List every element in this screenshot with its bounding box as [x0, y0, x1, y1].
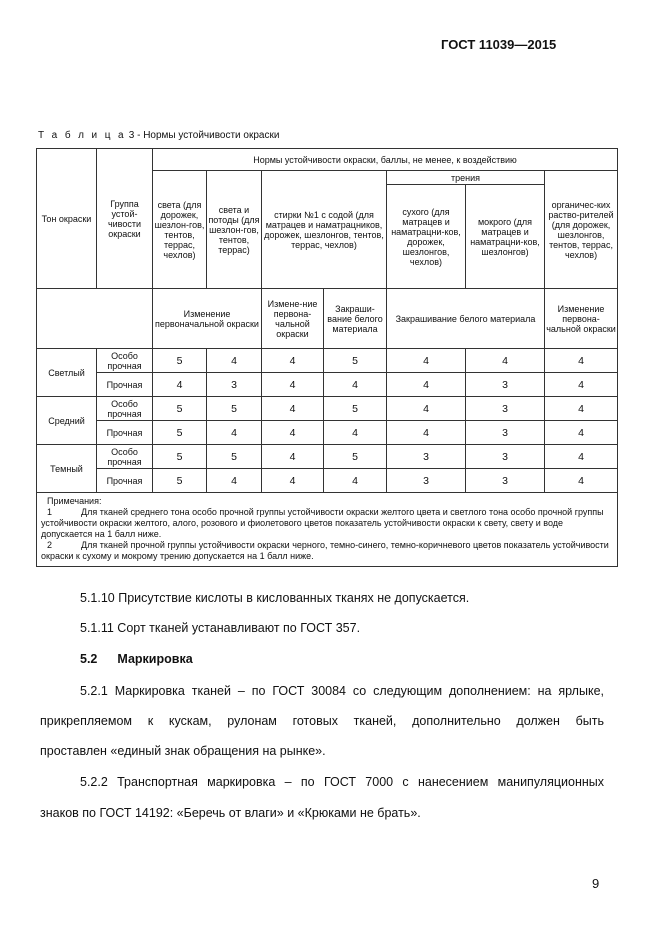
value-cell: 4 — [387, 421, 466, 445]
paragraph-5-2-2-line: знаков по ГОСТ 14192: «Беречь от влаги» и «Крюками не брать». — [40, 806, 421, 820]
section-heading — [80, 652, 193, 666]
value-cell: 4 — [545, 373, 618, 397]
header-light-sweat: света и потоды (для шезлон-гов, тентов, террас) — [207, 171, 262, 289]
value-cell: 3 — [466, 397, 545, 421]
header-norms-title: Нормы устойчивости окраски, баллы, не менее, к воздействию — [153, 149, 618, 171]
value-cell: 4 — [387, 397, 466, 421]
tone-cell: Темный — [37, 445, 97, 493]
note-number: 2 — [47, 540, 53, 550]
table-caption-title: 3 - Нормы устойчивости окраски — [128, 130, 280, 141]
paragraph-5-2-2-line: 5.2.2 Транспортная маркировка – по ГОСТ 7000 с нанесением манипуляционных — [80, 775, 604, 789]
value-cell: 5 — [153, 445, 207, 469]
value-cell: 3 — [466, 469, 545, 493]
note-item — [41, 540, 613, 562]
group-cell: Прочная — [97, 373, 153, 397]
value-cell: 4 — [207, 469, 262, 493]
header-sub-change-3: Изменение первона-чальной окраски — [545, 289, 618, 349]
value-cell: 4 — [545, 397, 618, 421]
header-light: света (для дорожек, шезлон-гов, тентов, террас, чехлов) — [153, 171, 207, 289]
value-cell: 4 — [153, 373, 207, 397]
value-cell: 4 — [262, 373, 324, 397]
group-cell: Прочная — [97, 421, 153, 445]
value-cell: 5 — [153, 469, 207, 493]
tone-cell: Светлый — [37, 349, 97, 397]
section-number: 5.2 — [80, 652, 98, 666]
value-cell: 5 — [207, 445, 262, 469]
value-cell: 5 — [324, 445, 387, 469]
note-number: 1 — [47, 507, 53, 517]
value-cell: 3 — [387, 469, 466, 493]
header-tone: Тон окраски — [37, 149, 97, 289]
paragraph-5-1-10: 5.1.10 Присутствие кислоты в кислованных тканях не допускается. — [80, 591, 470, 605]
table-row — [37, 349, 618, 373]
note-text: Для тканей среднего тона особо прочной группы устойчивости окраски желтого цвета и светлого тона особо прочной группы устойчивости окраски желтого, алого, розового и фиолетового цветов показатель устойчивости окраски к свету, свету и воде допускается на 1 балл ниже. — [41, 507, 604, 539]
value-cell: 5 — [207, 397, 262, 421]
value-cell: 4 — [324, 469, 387, 493]
table-row — [37, 421, 618, 445]
value-cell: 4 — [324, 421, 387, 445]
value-cell: 5 — [153, 349, 207, 373]
value-cell: 3 — [466, 421, 545, 445]
value-cell: 4 — [262, 445, 324, 469]
value-cell: 4 — [262, 349, 324, 373]
table-row — [37, 397, 618, 421]
table-row — [37, 469, 618, 493]
table-caption-prefix: Т а б л и ц а — [38, 130, 126, 141]
value-cell: 4 — [545, 469, 618, 493]
header-spacer — [37, 289, 153, 349]
note-item — [41, 507, 613, 540]
header-solvents: органичес-ких раство-рителей (для дорожек, шезлонгов, тентов, террас, чехлов) — [545, 171, 618, 289]
header-rub-dry: сухого (для матрацев и наматрацни-ков, дорожек, шезлонгов, чехлов) — [387, 185, 466, 289]
value-cell: 4 — [207, 349, 262, 373]
value-cell: 4 — [324, 373, 387, 397]
header-sub-change-1: Изменение первоначальной окраски — [153, 289, 262, 349]
header-sub-stain-2: Закрашивание белого материала — [387, 289, 545, 349]
notes-title: Примечания: — [47, 496, 102, 506]
value-cell: 3 — [466, 373, 545, 397]
note-text: Для тканей прочной группы устойчивости окраски черного, темно-синего, темно-коричневого цветов показатель устойчивости окраски к сухому и мокрому трению допускается на 1 балл ниже. — [41, 540, 609, 561]
group-cell: Прочная — [97, 469, 153, 493]
header-rub-wet: мокрого (для матрацев и наматрацни-ков, шезлонгов) — [466, 185, 545, 289]
value-cell: 5 — [153, 397, 207, 421]
value-cell: 4 — [466, 349, 545, 373]
header-sub-change-2: Измене-ние первона-чальной окраски — [262, 289, 324, 349]
value-cell: 5 — [324, 397, 387, 421]
value-cell: 4 — [262, 421, 324, 445]
value-cell: 4 — [545, 445, 618, 469]
value-cell: 4 — [387, 373, 466, 397]
value-cell: 5 — [324, 349, 387, 373]
header-sub-stain-1: Закраши-вание белого материала — [324, 289, 387, 349]
group-cell: Особо прочная — [97, 349, 153, 373]
value-cell: 3 — [387, 445, 466, 469]
paragraph-5-2-1-line: 5.2.1 Маркировка тканей – по ГОСТ 30084 со следующим дополнением: на ярлыке, — [80, 684, 604, 698]
table-row — [37, 373, 618, 397]
value-cell: 4 — [262, 397, 324, 421]
value-cell: 5 — [153, 421, 207, 445]
value-cell: 4 — [545, 349, 618, 373]
paragraph-5-1-11: 5.1.11 Сорт тканей устанавливают по ГОСТ 357. — [80, 621, 361, 635]
table-row — [37, 445, 618, 469]
group-cell: Особо прочная — [97, 445, 153, 469]
colorfastness-table — [36, 148, 618, 567]
table-caption — [38, 130, 279, 141]
group-cell: Особо прочная — [97, 397, 153, 421]
value-cell: 4 — [262, 469, 324, 493]
value-cell: 3 — [466, 445, 545, 469]
value-cell: 3 — [207, 373, 262, 397]
header-group: Группа устой-чивости окраски — [97, 149, 153, 289]
value-cell: 4 — [207, 421, 262, 445]
document-header: ГОСТ 11039—2015 — [441, 37, 557, 52]
page-number: 9 — [592, 876, 600, 891]
value-cell: 4 — [545, 421, 618, 445]
table-notes — [37, 493, 618, 567]
paragraph-5-2-1-line: проставлен «единый знак обращения на рынке». — [40, 744, 326, 758]
section-title: Маркировка — [117, 652, 193, 666]
header-washing: стирки №1 с содой (для матрацев и наматрацников, дорожек, шезлонгов, тентов, террас, чехлов) — [262, 171, 387, 289]
tone-cell: Средний — [37, 397, 97, 445]
paragraph-5-2-1-line: прикрепляемом к кускам, рулонам готовых тканей, дополнительно должен быть — [40, 714, 604, 728]
header-rubbing: трения — [387, 171, 545, 185]
value-cell: 4 — [387, 349, 466, 373]
